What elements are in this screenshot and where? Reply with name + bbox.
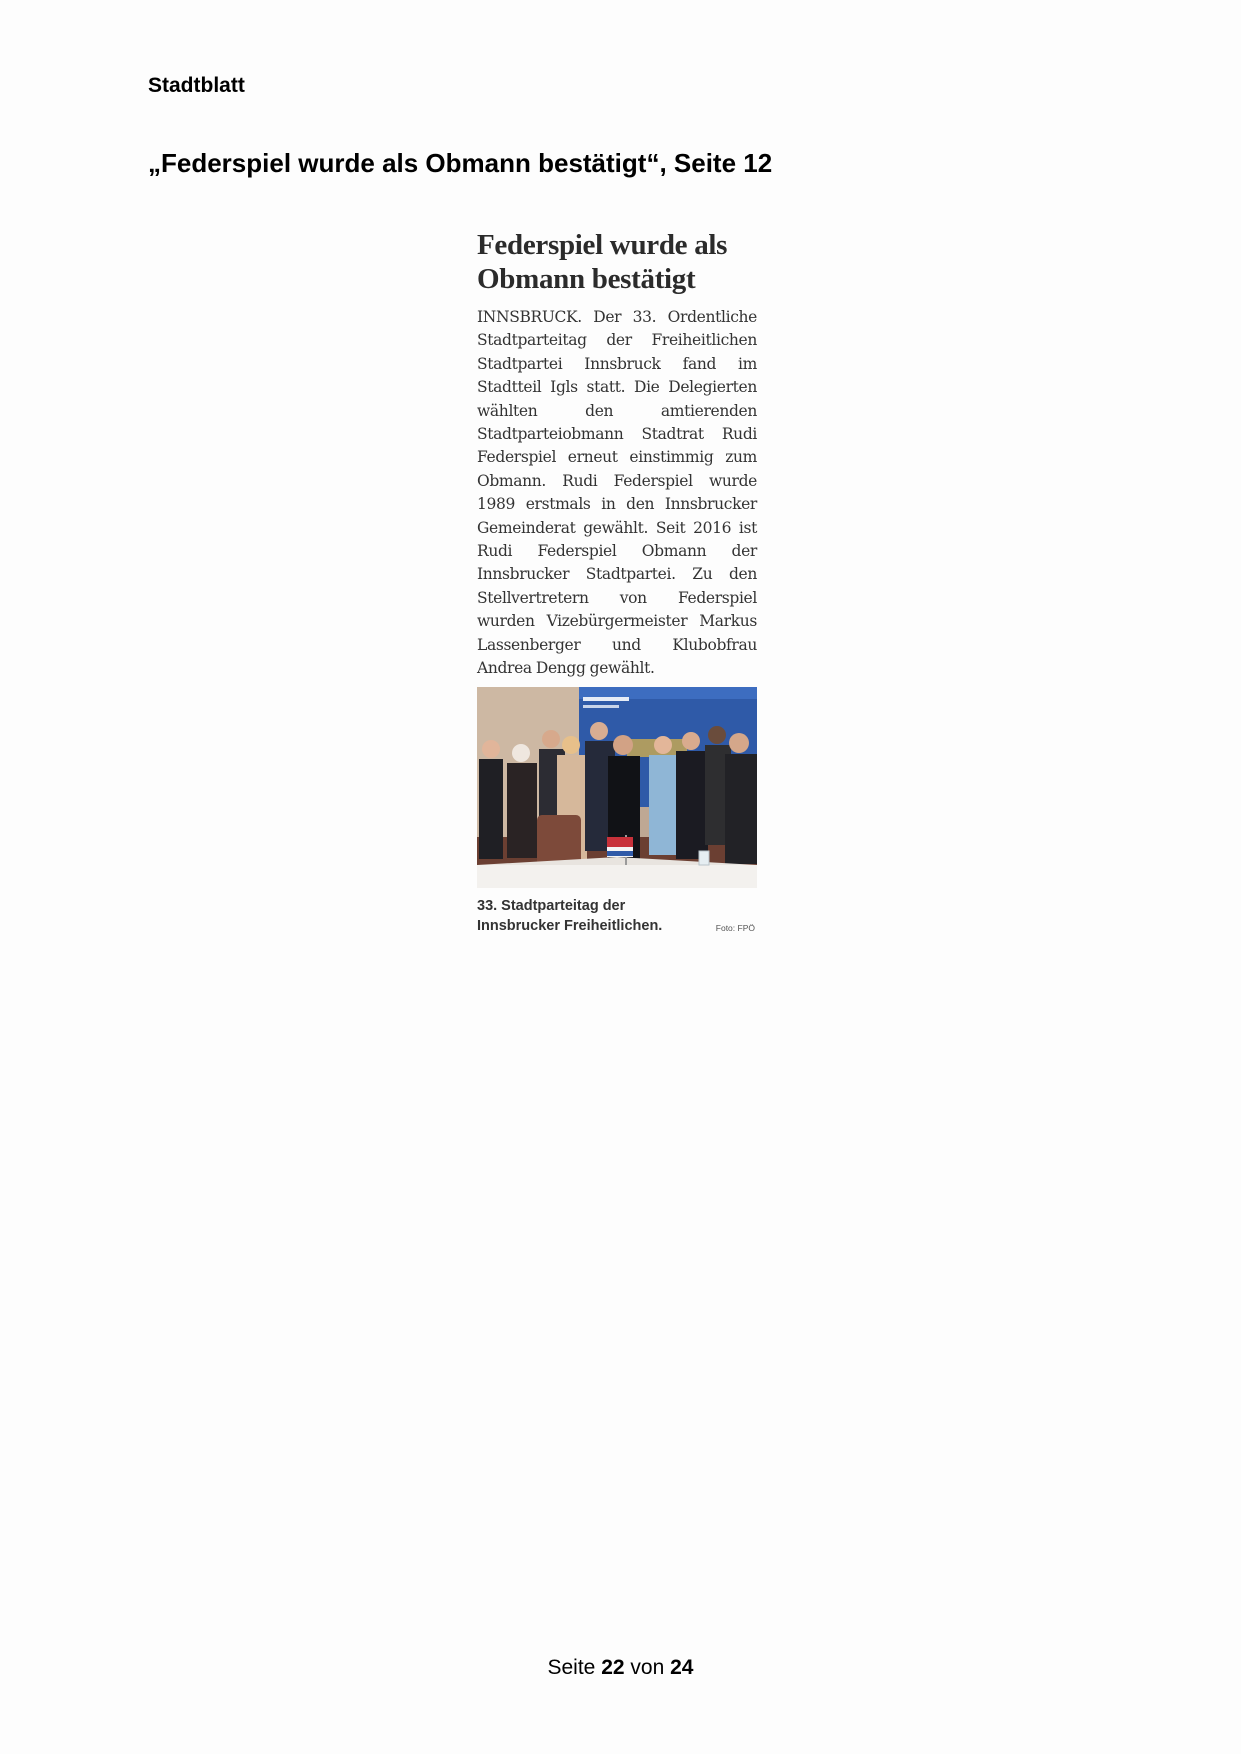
clipping-title: „Federspiel wurde als Obmann bestätigt“, Seite 12 — [148, 148, 773, 178]
photo-caption: 33. Stadtparteitag der Innsbrucker Freiheitlichen. — [477, 897, 663, 934]
article-headline: Federspiel wurde als Obmann bestätigt — [477, 229, 728, 295]
page-label: Seite — [547, 1656, 596, 1679]
page-number-footer — [0, 1656, 1241, 1680]
article-body: INNSBRUCK. Der 33. Ordentliche Stadtparteitag der Freiheitlichen Stadtpartei Innsbruck fand im Stadtteil Igls statt. Die Delegierten wählten den amtierenden Stadtparteiobmann Stadtrat Rudi Federspiel erneut einstimmig zum Obmann. Rudi Federspiel wurde 1989 erstmals in den Innsbrucker Gemeinderat gewählt. Seit 2016 ist Rudi Federspiel Obmann der Innsbrucker Stadtpartei. Zu den Stellvertretern von Federspiel wurden Vizebürgermeister Markus Lassenberger und Klubobfrau Andrea Dengg gewählt. — [477, 308, 757, 678]
publication-name: Stadtblatt — [148, 74, 245, 97]
article-photo — [477, 687, 757, 888]
newspaper-clipping — [477, 228, 757, 936]
group-photo-image — [477, 687, 757, 888]
total-page-count: 24 — [670, 1656, 694, 1679]
current-page-number: 22 — [601, 1656, 625, 1679]
photo-caption-row — [477, 896, 757, 936]
page-of-label: von — [630, 1656, 665, 1679]
photo-credit: Foto: FPÖ — [715, 922, 755, 933]
